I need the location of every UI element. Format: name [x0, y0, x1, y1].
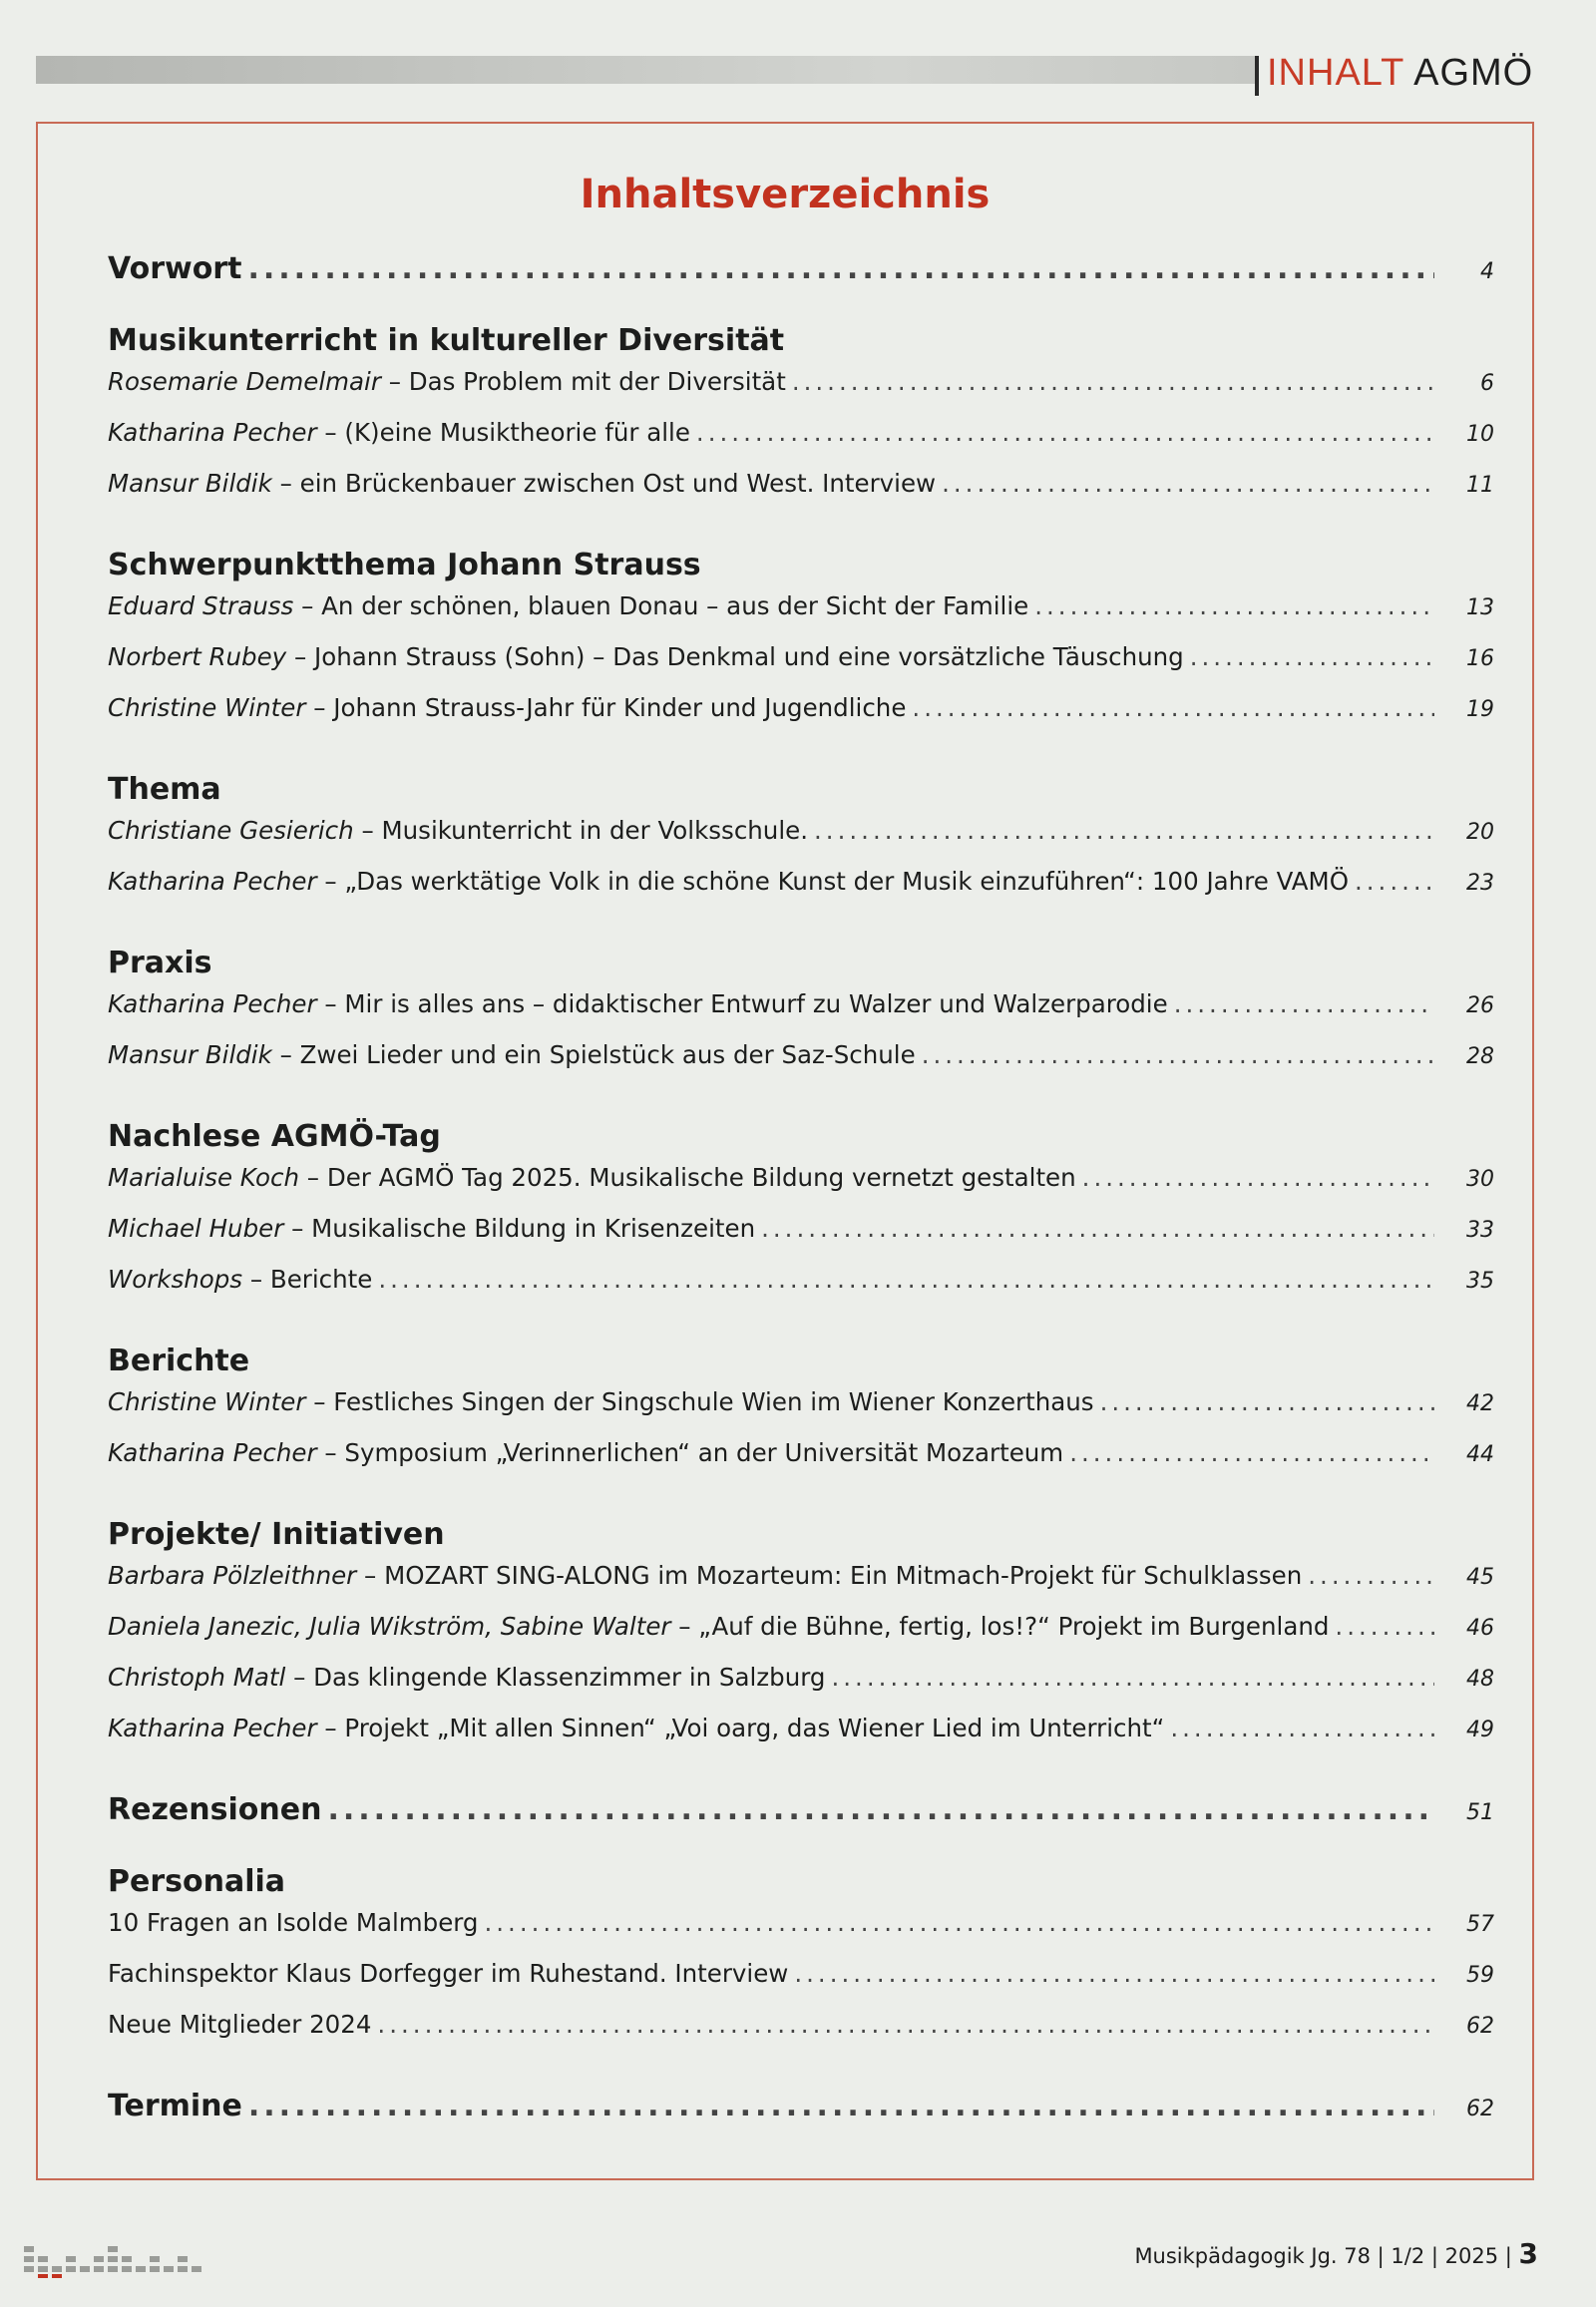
- section-heading: [108, 1344, 1494, 1387]
- page-number: 62: [1466, 2014, 1494, 2039]
- entry-title: – (K)eine Musiktheorie für alle: [316, 418, 690, 447]
- page-number: 48: [1466, 1667, 1494, 1692]
- entry-title: – „Das werktätige Volk in die schöne Kunst der Musik einzuführen“: 100 Jahre VAMÖ: [316, 867, 1349, 896]
- page-number: 30: [1466, 1167, 1494, 1192]
- page-number: 35: [1466, 1269, 1494, 1294]
- entry-title: Fachinspektor Klaus Dorfegger im Ruhestand. Interview: [108, 1959, 789, 1988]
- dot-leader: [761, 1214, 1434, 1243]
- page-number: 28: [1466, 1044, 1494, 1069]
- entry-title: – Projekt „Mit allen Sinnen“ „Voi oarg, das Wiener Lied im Unterricht“: [316, 1714, 1165, 1742]
- toc-entry: [108, 989, 1494, 1040]
- toc-entry: [108, 469, 1494, 520]
- toc-frame: [36, 122, 1534, 2180]
- toc-section: [108, 1344, 1494, 1489]
- toc-entry: [108, 1714, 1494, 1764]
- header-bar: [36, 56, 1255, 84]
- entry-author: Rosemarie Demelmair: [108, 367, 381, 396]
- entry-author: Katharina Pecher: [108, 989, 317, 1018]
- page-number: 11: [1466, 473, 1494, 498]
- section-label-red: INHALT: [1267, 52, 1404, 94]
- section-heading: [108, 251, 1494, 295]
- dot-leader: [1355, 867, 1434, 896]
- dot-leader: [942, 469, 1434, 498]
- entry-author: Katharina Pecher: [108, 867, 317, 896]
- page-number: 44: [1466, 1442, 1494, 1467]
- toc-section: [108, 548, 1494, 744]
- page-number: 4: [1480, 259, 1494, 284]
- dot-leader: [247, 251, 1434, 286]
- toc-entry: [108, 693, 1494, 744]
- section-label: [1267, 52, 1533, 95]
- page-number: 57: [1466, 1912, 1494, 1937]
- footer-journal-text: Musikpädagogik Jg. 78 | 1/2 | 2025 |: [1134, 2244, 1512, 2268]
- section-heading-text: Praxis: [108, 946, 212, 980]
- dot-leader: [1170, 1714, 1434, 1742]
- entry-title: Neue Mitglieder 2024: [108, 2010, 372, 2039]
- page-number: 45: [1466, 1565, 1494, 1590]
- entry-title: – Musikalische Bildung in Krisenzeiten: [283, 1214, 756, 1243]
- entry-author: Marialuise Koch: [108, 1163, 299, 1192]
- dot-leader: [922, 1040, 1434, 1069]
- toc-entry: [108, 1612, 1494, 1663]
- entry-author: Christine Winter: [108, 1387, 306, 1416]
- dot-leader: [377, 2010, 1434, 2039]
- entry-title: – Das klingende Klassenzimmer in Salzburg: [285, 1663, 826, 1692]
- entry-author: Katharina Pecher: [108, 1438, 317, 1467]
- toc-entry: [108, 418, 1494, 469]
- entry-author: Katharina Pecher: [108, 1714, 317, 1742]
- page-number: 20: [1466, 820, 1494, 845]
- toc-section: [108, 251, 1494, 295]
- toc-section: [108, 1792, 1494, 1836]
- entry-title: – Der AGMÖ Tag 2025. Musikalische Bildung vernetzt gestalten: [299, 1163, 1076, 1192]
- toc-section: [108, 1864, 1494, 2061]
- dot-leader: [794, 1959, 1434, 1988]
- toc-entry: [108, 816, 1494, 867]
- section-heading: [108, 1119, 1494, 1163]
- entry-author: Michael Huber: [108, 1214, 284, 1243]
- dot-leader: [248, 2089, 1434, 2123]
- header-divider: [1255, 56, 1259, 96]
- toc-section: [108, 772, 1494, 918]
- dot-leader: [378, 1265, 1434, 1294]
- page-number: 62: [1466, 2097, 1494, 2121]
- section-heading: [108, 772, 1494, 816]
- entry-title: – Johann Strauss-Jahr für Kinder und Jugendliche: [305, 693, 907, 722]
- entry-author: Daniela Janezic, Julia Wikström, Sabine Walter: [108, 1612, 671, 1641]
- entry-author: Christiane Gesierich: [108, 816, 354, 845]
- entry-title: – Festliches Singen der Singschule Wien im Wiener Konzerthaus: [305, 1387, 1094, 1416]
- page-number: 16: [1466, 646, 1494, 671]
- section-heading-text: Musikunterricht in kultureller Diversität: [108, 323, 785, 358]
- page-number: 13: [1466, 595, 1494, 620]
- dot-leader: [1082, 1163, 1434, 1192]
- dot-leader: [1100, 1387, 1434, 1416]
- page-number: 59: [1466, 1963, 1494, 1988]
- entry-author: Mansur Bildik: [108, 469, 272, 498]
- toc-entry: [108, 591, 1494, 642]
- entry-author: Barbara Pölzleithner: [108, 1561, 357, 1590]
- footer-journal: [1134, 2237, 1538, 2270]
- section-heading-text: Vorwort: [108, 251, 242, 286]
- entry-title: – Mir is alles ans – didaktischer Entwurf zu Walzer und Walzerparodie: [316, 989, 1168, 1018]
- dot-leader: [792, 367, 1434, 396]
- toc-title: Inhaltsverzeichnis: [580, 172, 991, 217]
- entry-title: – Symposium „Verinnerlichen“ an der Universität Mozarteum: [316, 1438, 1064, 1467]
- dot-leader: [1034, 591, 1434, 620]
- toc-entry: [108, 1214, 1494, 1265]
- dot-leader: [831, 1663, 1434, 1692]
- entry-author: Eduard Strauss: [108, 591, 294, 620]
- entry-title: – An der schönen, blauen Donau – aus der Sicht der Familie: [293, 591, 1029, 620]
- entry-title: – „Auf die Bühne, fertig, los!?“ Projekt im Burgenland: [670, 1612, 1330, 1641]
- page-number: 33: [1466, 1218, 1494, 1243]
- section-heading-text: Nachlese AGMÖ-Tag: [108, 1119, 441, 1154]
- section-heading: [108, 1864, 1494, 1908]
- table-of-contents: [108, 251, 1494, 2160]
- entry-title: 10 Fragen an Isolde Malmberg: [108, 1908, 479, 1937]
- entry-author: Christine Winter: [108, 693, 306, 722]
- section-heading: [108, 1517, 1494, 1561]
- dot-leader: [814, 816, 1434, 845]
- toc-section: [108, 1119, 1494, 1316]
- toc-entry: [108, 867, 1494, 918]
- page-number: 42: [1466, 1391, 1494, 1416]
- entry-title: – ein Brückenbauer zwischen Ost und West. Interview: [271, 469, 937, 498]
- page-number: 49: [1466, 1718, 1494, 1742]
- toc-entry: [108, 1663, 1494, 1714]
- entry-author: Christoph Matl: [108, 1663, 286, 1692]
- toc-section: [108, 1517, 1494, 1764]
- section-heading-text: Thema: [108, 772, 221, 807]
- dot-leader: [1069, 1438, 1434, 1467]
- publisher-logo-icon: [22, 2242, 221, 2282]
- footer-page-number: 3: [1518, 2237, 1538, 2270]
- entry-title: – Das Problem mit der Diversität: [380, 367, 786, 396]
- section-heading: [108, 323, 1494, 367]
- entry-author: Katharina Pecher: [108, 418, 317, 447]
- dot-leader: [1335, 1612, 1434, 1641]
- toc-entry: [108, 1908, 1494, 1959]
- entry-author: Workshops: [108, 1265, 243, 1294]
- dot-leader: [1308, 1561, 1434, 1590]
- entry-author: Mansur Bildik: [108, 1040, 272, 1069]
- toc-entry: [108, 1438, 1494, 1489]
- dot-leader: [696, 418, 1434, 447]
- section-heading-text: Berichte: [108, 1344, 250, 1378]
- dot-leader: [912, 693, 1434, 722]
- page-number: 19: [1466, 697, 1494, 722]
- section-label-dark: AGMÖ: [1413, 52, 1534, 94]
- toc-entry: [108, 1040, 1494, 1091]
- page-number: 46: [1466, 1616, 1494, 1641]
- page-number: 26: [1466, 993, 1494, 1018]
- toc-section: [108, 2089, 1494, 2132]
- toc-section: [108, 323, 1494, 520]
- section-heading: [108, 548, 1494, 591]
- section-heading-text: Termine: [108, 2089, 242, 2123]
- section-heading: [108, 1792, 1494, 1836]
- toc-section: [108, 946, 1494, 1091]
- section-heading-text: Projekte/ Initiativen: [108, 1517, 445, 1552]
- entry-title: – Johann Strauss (Sohn) – Das Denkmal und eine vorsätzliche Täuschung: [286, 642, 1184, 671]
- page-number: 51: [1466, 1800, 1494, 1825]
- dot-leader: [484, 1908, 1434, 1937]
- entry-title: – Musikunterricht in der Volksschule.: [353, 816, 809, 845]
- page-number: 23: [1466, 871, 1494, 896]
- toc-entry: [108, 1163, 1494, 1214]
- toc-entry: [108, 367, 1494, 418]
- toc-entry: [108, 1387, 1494, 1438]
- dot-leader: [1174, 989, 1434, 1018]
- entry-title: – Zwei Lieder und ein Spielstück aus der Saz-Schule: [271, 1040, 916, 1069]
- toc-entry: [108, 2010, 1494, 2061]
- dot-leader: [327, 1792, 1434, 1827]
- section-heading-text: Personalia: [108, 1864, 286, 1899]
- page-number: 6: [1480, 371, 1494, 396]
- entry-title: – MOZART SING-ALONG im Mozarteum: Ein Mitmach-Projekt für Schulklassen: [356, 1561, 1303, 1590]
- section-heading: [108, 946, 1494, 989]
- dot-leader: [1190, 642, 1434, 671]
- entry-author: Norbert Rubey: [108, 642, 287, 671]
- entry-title: – Berichte: [242, 1265, 373, 1294]
- toc-entry: [108, 642, 1494, 693]
- section-heading-text: Schwerpunktthema Johann Strauss: [108, 548, 701, 582]
- section-heading: [108, 2089, 1494, 2132]
- toc-entry: [108, 1265, 1494, 1316]
- page-number: 10: [1466, 422, 1494, 447]
- toc-entry: [108, 1959, 1494, 2010]
- toc-entry: [108, 1561, 1494, 1612]
- section-heading-text: Rezensionen: [108, 1792, 322, 1827]
